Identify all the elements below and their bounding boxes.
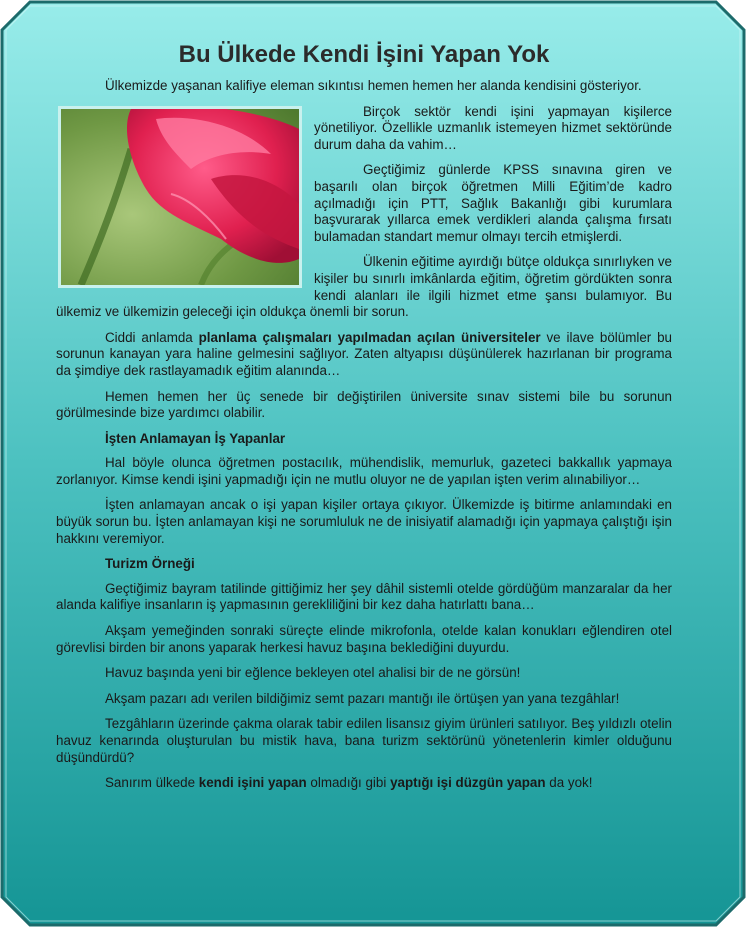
paragraph-11: Akşam pazarı adı verilen bildiğimiz semt pazarı mantığı ile örtüşen yan yana tezgâhlar! (105, 690, 620, 706)
rose-photo (58, 106, 302, 288)
closing-emphasis-1: kendi işini yapan (198, 775, 307, 791)
paragraph-7: İşten anlamayan ancak o işi yapan kişiler ortaya çıkıyor. Ülkemizde iş bitirme anlamındaki en büyük sorun bu. İşten anlamayan kişi ne sorumluluk ne de inisiyatif alamadığı için yapmaya çalıştığı işin hakkını veremiyor. (56, 497, 672, 546)
closing-c: olmadığı gibi (306, 775, 391, 791)
section-heading-workers: İşten Anlamayan İş Yapanlar (105, 430, 286, 446)
closing-a: Sanırım ülkede (105, 775, 199, 791)
paragraph-3: Ülkenin eğitime ayırdığı bütçe oldukça sınırlıyken ve kişiler bu sınırlı imkânlarda eğitim, öğretim gördükten sonra kendi alanları ile ilgili hizmet etme şansı bulamıyor. Bu ülkemiz ve ülkemizin geleceği için oldukça önemli bir sorun. (56, 254, 672, 320)
paragraph-4-start: Ciddi anlamda (105, 329, 199, 345)
article-title: Bu Ülkede Kendi İşini Yapan Yok (178, 41, 550, 68)
paragraph-10: Havuz başında yeni bir eğlence bekleyen otel ahalisi bir de ne görsün! (105, 665, 521, 681)
rose-image (61, 109, 299, 285)
paragraph-2: Geçtiğimiz günlerde KPSS sınavına giren ve başarılı olan birçok öğretmen Milli Eğitim’de kadro açılmadığı için PTT, Sağlık Bakanlığı gibi kurumlara başvurarak yıllarca emek verdikleri alanda çalışma fırsatı bulamadan standart memur olmayı tercih etmişlerdi. (314, 162, 672, 244)
paragraph-5: Hemen hemen her üç senede bir değiştirilen üniversite sınav sistemi bile bu sorunun görülmesinde bize yardımcı olabilir. (56, 388, 672, 421)
intro-paragraph: Ülkemizde yaşanan kalifiye eleman sıkıntısı hemen hemen her alanda kendisini gösteriyor. (105, 78, 642, 93)
paragraph-4-end: ve ilave bölümler bu sorunun kanayan yara haline gelmesini sağlıyor. Zaten altyapısı düşünülerek hazırlanan bir programa da şimdiye dek rastlayamadık eğitim alanında… (56, 329, 672, 378)
paragraph-9: Akşam yemeğinden sonraki süreçte elinde mikrofonla, otelde kalan konukları eğlendiren otel görevlisi birden bir anons yaparak herkesi havuz başına beklediğini duyurdu. (56, 623, 672, 655)
paragraph-12: Tezgâhların üzerinde çakma olarak tabir edilen lisansız giyim ürünleri satılıyor. Beş yıldızlı otelin havuz kenarında oluşturulan bu mistik hava, bana turizm sektörünü yönetenlerin kimler olduğunu düşündürdü? (56, 716, 672, 765)
closing-e: da yok! (545, 775, 593, 791)
section-heading-tourism: Turizm Örneği (105, 556, 195, 572)
closing-emphasis-2: yaptığı işi düzgün yapan (390, 775, 546, 791)
closing-paragraph (56, 775, 672, 792)
paragraph-4 (56, 330, 672, 380)
paragraph-1: Birçok sektör kendi işini yapmayan kişilerce yönetiliyor. Özellikle uzmanlık istemeyen hizmet sektöründe durum daha da vahim… (314, 103, 672, 152)
paragraph-6: Hal böyle olunca öğretmen postacılık, mühendislik, memurluk, gazeteci bakkallık yapmaya zorlanıyor. Kimse kendi işini yapmadığı için ne mutlu oluyor ne de yapılan işten verim alınabiliyor… (56, 455, 672, 487)
paragraph-8: Geçtiğimiz bayram tatilinde gittiğimiz her şey dâhil sistemli otelde gördüğüm manzaralar da her alanda kalifiye insanların iş yapmasının gerekliliğini bir kez daha hatırlattı bana… (56, 580, 672, 613)
paragraph-4-emphasis: planlama çalışmaları yapılmadan açılan üniversiteler (198, 329, 541, 345)
article-content (56, 40, 672, 801)
